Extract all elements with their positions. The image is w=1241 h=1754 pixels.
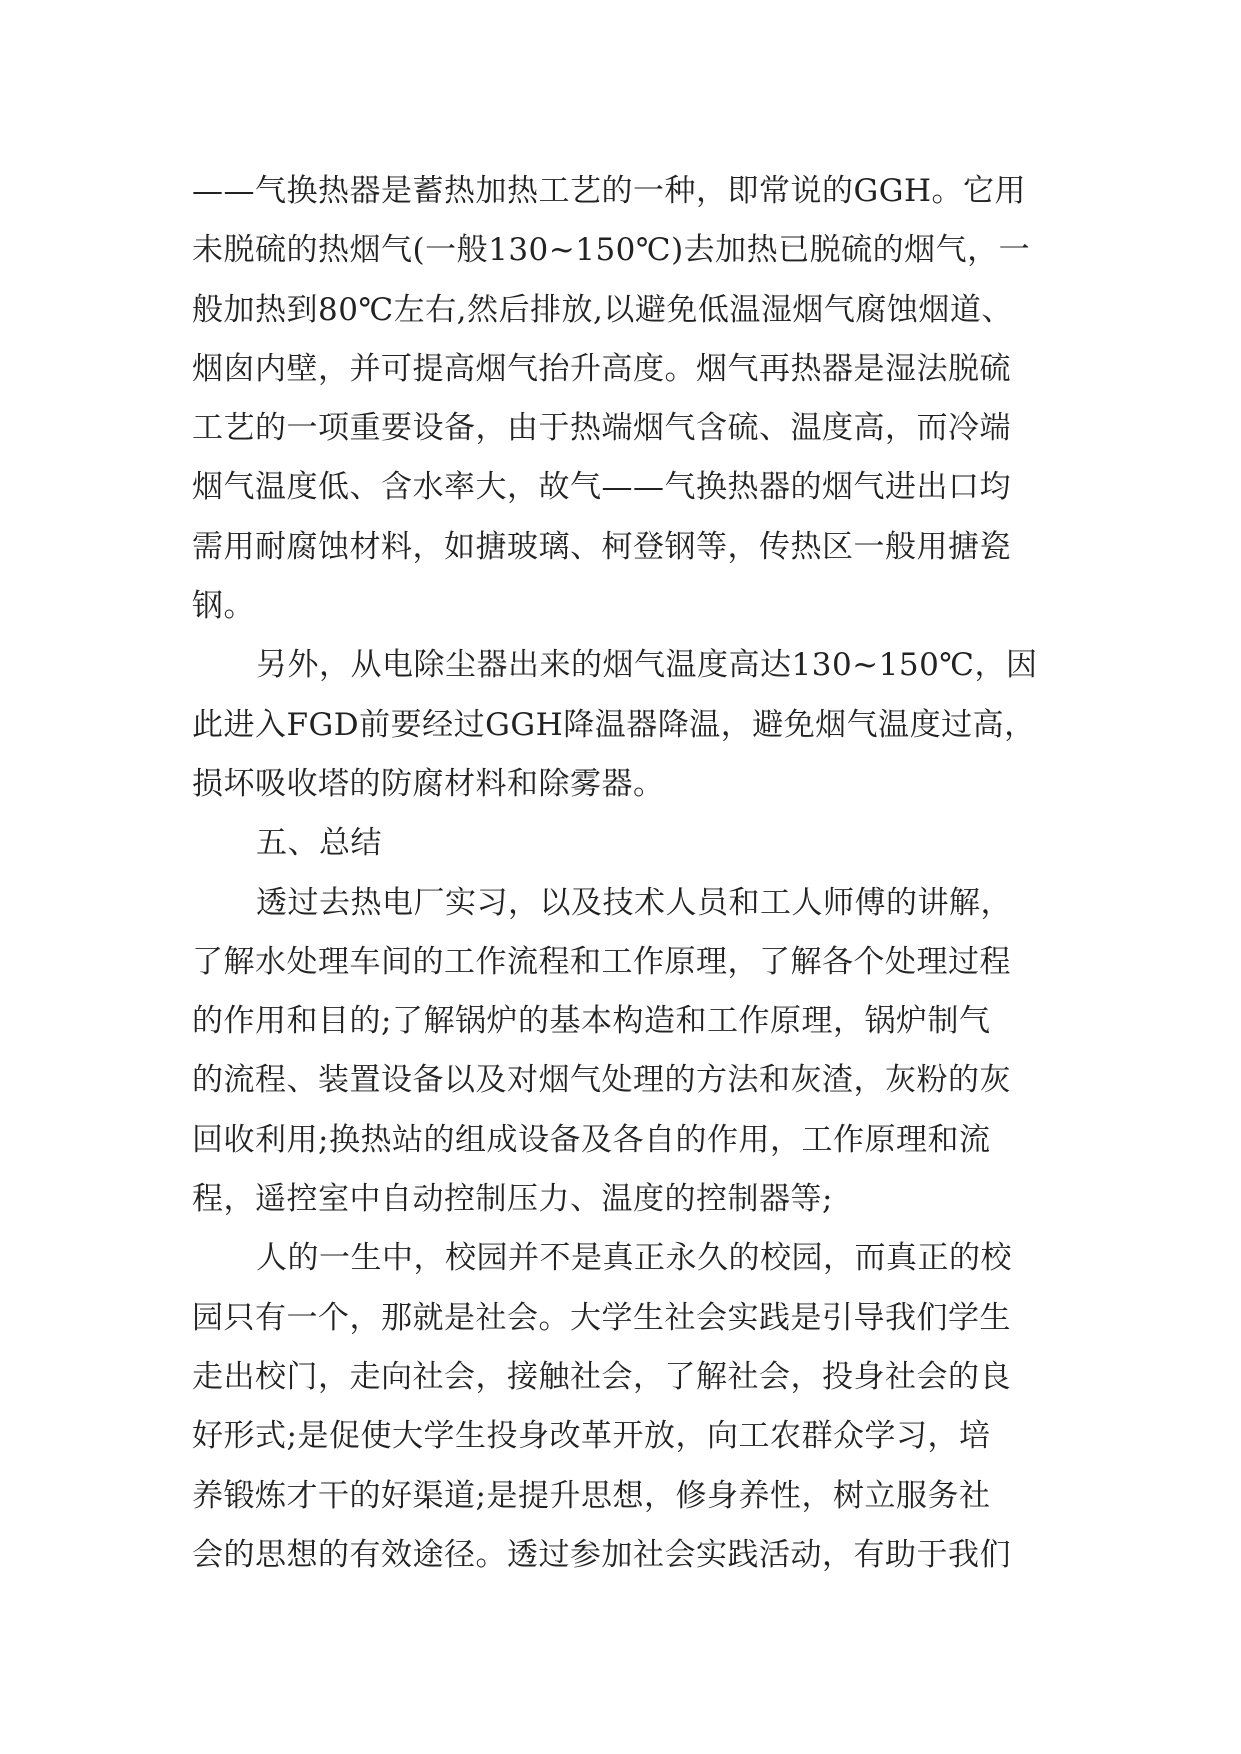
text-line: 回收利用;换热站的组成设备及各自的作用，工作原理和流	[192, 1121, 991, 1158]
text-line: 园只有一个，那就是社会。大学生社会实践是引导我们学生	[192, 1299, 1011, 1336]
paragraph-start-line: 人的一生中，校园并不是真正永久的校园，而真正的校	[256, 1240, 1012, 1277]
text-line: 钢。	[192, 588, 255, 625]
text-line: 未脱硫的热烟气(一般130~150℃)去加热已脱硫的烟气，一	[192, 232, 1031, 269]
text-line: 般加热到80℃左右,然后排放,以避免低温湿烟气腐蚀烟道、	[192, 291, 1013, 328]
text-line: 的作用和目的;了解锅炉的基本构造和工作原理，锅炉制气	[192, 1003, 991, 1040]
text-line: 烟气温度低、含水率大，故气——气换热器的烟气进出口均	[192, 469, 1011, 506]
text-line: 好形式;是促使大学生投身改革开放，向工农群众学习，培	[192, 1418, 991, 1455]
text-line: 会的思想的有效途径。透过参加社会实践活动，有助于我们	[192, 1536, 1011, 1573]
text-line: 需用耐腐蚀材料，如搪玻璃、柯登钢等，传热区一般用搪瓷	[192, 528, 1011, 565]
text-line: 烟囱内壁，并可提高烟气抬升高度。烟气再热器是湿法脱硫	[192, 350, 1011, 387]
text-line: 损坏吸收塔的防腐材料和除雾器。	[192, 765, 665, 802]
text-line: 程，遥控室中自动控制压力、温度的控制器等;	[192, 1181, 833, 1218]
text-line: 的流程、装置设备以及对烟气处理的方法和灰渣，灰粉的灰	[192, 1062, 1011, 1099]
paragraph-start-line: 另外，从电除尘器出来的烟气温度高达130~150℃，因	[256, 647, 1038, 684]
text-line: 走出校门，走向社会，接触社会，了解社会，投身社会的良	[192, 1358, 1011, 1395]
text-line: 了解水处理车间的工作流程和工作原理，了解各个处理过程	[192, 943, 1011, 980]
text-line: 此进入FGD前要经过GGH降温器降温，避免烟气温度过高，	[192, 706, 1036, 743]
section-heading: 五、总结	[256, 825, 382, 862]
body-text	[192, 162, 1072, 1585]
text-line: 养锻炼才干的好渠道;是提升思想，修身养性，树立服务社	[192, 1477, 991, 1514]
text-line: 工艺的一项重要设备，由于热端烟气含硫、温度高，而冷端	[192, 410, 1011, 447]
paragraph-start-line: 透过去热电厂实习，以及技术人员和工人师傅的讲解，	[256, 884, 1012, 921]
text-line: ——气换热器是蓄热加热工艺的一种，即常说的GGH。它用	[192, 173, 1027, 209]
